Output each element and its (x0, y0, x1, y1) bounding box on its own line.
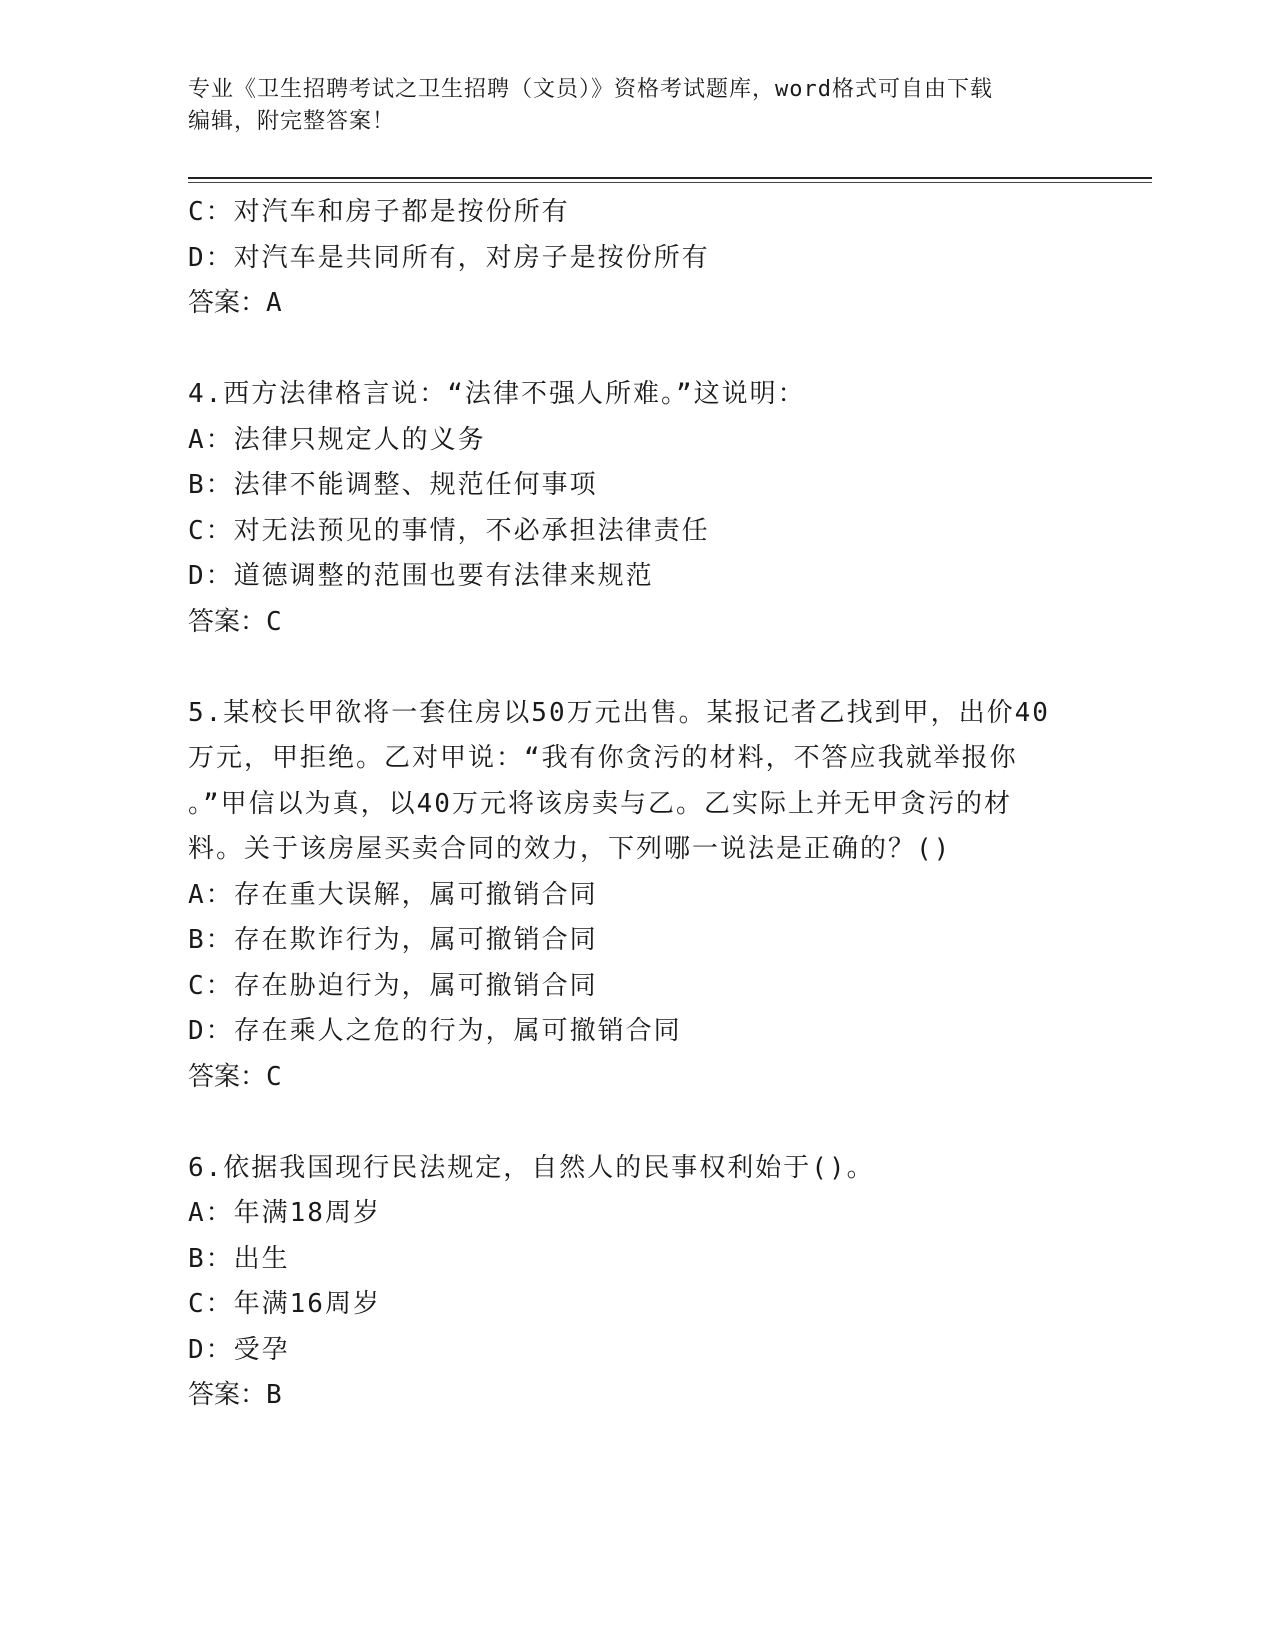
question-stem: 6.依据我国现行民法规定，自然人的民事权利始于()。 (188, 1152, 875, 1183)
option-b: B：存在欺诈行为，属可撤销合同 (188, 925, 598, 955)
option-c: C：对无法预见的事情，不必承担法律责任 (188, 515, 710, 546)
answer-line (188, 600, 1088, 646)
spacer (188, 645, 1088, 691)
spacer (188, 1100, 1088, 1146)
answer-label: 答案： (188, 1061, 267, 1092)
option-b: B：法律不能调整、规范任何事项 (188, 470, 598, 500)
document-header (188, 74, 1088, 138)
question-6 (188, 1146, 1088, 1419)
option-a: A：存在重大误解，属可撤销合同 (188, 879, 598, 910)
header-divider-thin (188, 182, 1152, 183)
answer-label: 答案： (188, 606, 267, 637)
header-divider-thick (188, 177, 1152, 179)
question-5 (188, 691, 1088, 1101)
question-stem-line-4: 料。关于该房屋买卖合同的效力，下列哪一说法是正确的？() (188, 834, 952, 864)
answer-value: C (266, 606, 282, 637)
option-c: C：存在胁迫行为，属可撤销合同 (188, 970, 598, 1001)
option-a: A：年满18周岁 (188, 1198, 381, 1228)
answer-line (188, 1373, 1088, 1419)
header-line-2: 编辑，附完整答案！ (188, 109, 396, 134)
question-4 (188, 372, 1088, 645)
option-d: D：存在乘人之危的行为，属可撤销合同 (188, 1016, 682, 1046)
header-line-1: 专业《卫生招聘考试之卫生招聘（文员）》资格考试题库，word格式可自由下载 (188, 77, 993, 102)
question-stem: 4.西方法律格言说：“法律不强人所难。”这说明： (188, 379, 806, 409)
answer-value: B (266, 1380, 282, 1410)
question-3 (188, 190, 1088, 327)
option-a: A：法律只规定人的义务 (188, 424, 486, 455)
question-list (188, 190, 1088, 1419)
option-d: D：道德调整的范围也要有法律来规范 (188, 561, 654, 591)
answer-line (188, 1055, 1088, 1101)
question-stem-line-2: 万元，甲拒绝。乙对甲说：“我有你贪污的材料，不答应我就举报你 (188, 743, 1018, 773)
option-b: B：出生 (188, 1243, 290, 1274)
answer-value: A (266, 288, 282, 318)
question-stem-line-3: 。”甲信以为真，以40万元将该房卖与乙。乙实际上并无甲贪污的材 (188, 788, 1012, 819)
option-d: D：受孕 (188, 1334, 290, 1365)
question-stem-line-1: 5.某校长甲欲将一套住房以50万元出售。某报记者乙找到甲，出价40 (188, 697, 1050, 728)
answer-value: C (266, 1061, 282, 1092)
answer-line (188, 281, 1088, 327)
answer-label: 答案： (188, 288, 267, 318)
answer-label: 答案： (188, 1380, 267, 1410)
option-c: C：对汽车和房子都是按份所有 (188, 197, 570, 227)
option-d: D：对汽车是共同所有，对房子是按份所有 (188, 242, 710, 273)
spacer (188, 327, 1088, 373)
option-c: C：年满16周岁 (188, 1289, 381, 1319)
